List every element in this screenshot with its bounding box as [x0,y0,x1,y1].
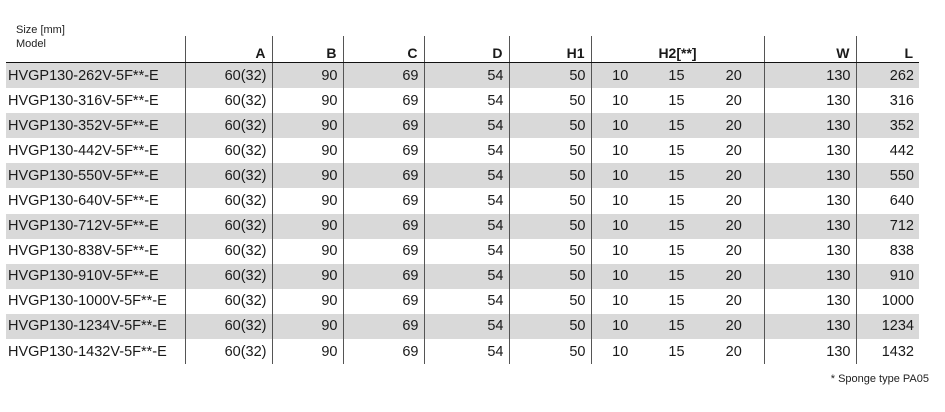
cell-h2-a: 10 [591,63,649,89]
cell-h2-a: 10 [591,289,649,314]
header-l: L [856,36,919,63]
table-row [6,314,919,339]
cell-h1: 50 [509,63,591,89]
cell-h2-b: 15 [649,264,704,289]
cell-c: 69 [343,113,424,138]
cell-a: 60(32) [185,63,272,89]
cell-w: 130 [764,314,856,339]
cell-model: HVGP130-316V-5F**-E [8,92,159,109]
cell-h2-b: 15 [649,113,704,138]
cell-d: 54 [424,314,509,339]
cell-l: 1000 [856,289,919,314]
cell-d: 54 [424,264,509,289]
cell-w: 130 [764,138,856,163]
header-d: D [424,36,509,63]
cell-l: 442 [856,138,919,163]
cell-h2-c: 20 [725,343,742,360]
cell-model: HVGP130-712V-5F**-E [6,214,185,239]
cell-h1: 50 [509,88,591,113]
cell-h2-a: 10 [591,339,649,364]
cell-c: 69 [343,314,424,339]
cell-w: 130 [764,88,856,113]
header-b: B [272,36,343,63]
cell-h2-b: 15 [668,343,685,360]
table-row [6,63,919,89]
header-h2: H2[**] [591,36,764,63]
cell-d: 54 [424,239,509,264]
cell-w: 130 [764,264,856,289]
table-header-row [6,36,919,63]
cell-b: 90 [272,289,343,314]
cell-c: 69 [343,88,424,113]
table-row [6,264,919,289]
cell-h1: 50 [509,138,591,163]
cell-h2-c: 20 [704,264,764,289]
cell-a: 60(32) [185,339,272,364]
cell-h1: 50 [509,163,591,188]
cell-l: 550 [856,163,919,188]
cell-a: 60(32) [185,239,272,264]
cell-c: 69 [343,264,424,289]
cell-h1: 50 [509,113,591,138]
table-row [6,214,919,239]
spec-table [6,36,919,364]
cell-b: 90 [272,63,343,89]
cell-d: 54 [424,113,509,138]
cell-h2-a: 10 [591,113,649,138]
cell-h2-a: 10 [591,214,649,239]
cell-h2-a: 10 [591,138,649,163]
cell-l: 838 [856,239,919,264]
cell-a: 60(32) [185,163,272,188]
cell-h1: 50 [509,264,591,289]
header-c: C [343,36,424,63]
cell-w: 130 [764,163,856,188]
cell-b: 90 [272,138,343,163]
cell-h2-b: 15 [649,163,704,188]
header-a: A [185,36,272,63]
cell-l: 910 [856,264,919,289]
table-row [6,339,919,364]
header-w: W [764,36,856,63]
cell-a: 60(32) [185,88,272,113]
cell-h2-c: 20 [704,163,764,188]
cell-h1: 50 [509,289,591,314]
cell-h2-c: 20 [725,293,742,310]
cell-c: 69 [343,289,424,314]
cell-h2-c: 20 [725,193,742,210]
cell-model: HVGP130-640V-5F**-E [8,193,159,210]
cell-h2-a: 10 [591,239,649,264]
cell-h2-b: 15 [668,92,685,109]
cell-model: HVGP130-550V-5F**-E [6,163,185,188]
cell-c: 69 [343,239,424,264]
cell-b: 90 [272,239,343,264]
cell-w: 130 [764,339,856,364]
cell-l: 352 [856,113,919,138]
cell-h1: 50 [509,214,591,239]
cell-model: HVGP130-442V-5F**-E [8,142,159,159]
cell-h2-c: 20 [704,214,764,239]
cell-w: 130 [764,289,856,314]
cell-h2-b: 15 [668,142,685,159]
cell-h2-b: 15 [668,293,685,310]
cell-model: HVGP130-1234V-5F**-E [6,314,185,339]
header-model-spacer [6,36,185,63]
model-column-label: Model [16,38,46,50]
cell-d: 54 [424,138,509,163]
cell-a: 60(32) [185,214,272,239]
cell-d: 54 [424,339,509,364]
cell-a: 60(32) [185,138,272,163]
cell-h2-c: 20 [704,113,764,138]
table-row [6,163,919,188]
cell-d: 54 [424,188,509,213]
cell-model: HVGP130-352V-5F**-E [6,113,185,138]
cell-h2-a: 10 [591,88,649,113]
cell-h1: 50 [509,188,591,213]
table-row [6,188,919,213]
cell-model: HVGP130-838V-5F**-E [8,243,159,260]
cell-c: 69 [343,214,424,239]
cell-h2-b: 15 [668,243,685,260]
cell-w: 130 [764,239,856,264]
cell-c: 69 [343,339,424,364]
cell-h2-a: 10 [591,314,649,339]
cell-l: 316 [856,88,919,113]
cell-h1: 50 [509,239,591,264]
cell-l: 712 [856,214,919,239]
cell-b: 90 [272,214,343,239]
cell-h2-c: 20 [704,314,764,339]
cell-h2-b: 15 [649,214,704,239]
header-h1: H1 [509,36,591,63]
cell-w: 130 [764,188,856,213]
cell-l: 1234 [856,314,919,339]
cell-b: 90 [272,339,343,364]
cell-a: 60(32) [185,314,272,339]
cell-w: 130 [764,214,856,239]
cell-h2-a: 10 [591,163,649,188]
cell-d: 54 [424,214,509,239]
cell-l: 640 [856,188,919,213]
cell-h2-c: 20 [725,92,742,109]
cell-model: HVGP130-910V-5F**-E [6,264,185,289]
cell-d: 54 [424,163,509,188]
cell-c: 69 [343,188,424,213]
cell-b: 90 [272,163,343,188]
size-unit-label: Size [mm] [16,24,65,36]
cell-h2-b: 15 [668,193,685,210]
cell-a: 60(32) [185,113,272,138]
cell-h2-c: 20 [704,63,764,89]
cell-a: 60(32) [185,264,272,289]
cell-c: 69 [343,138,424,163]
cell-h1: 50 [509,314,591,339]
cell-d: 54 [424,289,509,314]
cell-w: 130 [764,63,856,89]
table-row [6,138,919,163]
cell-model: HVGP130-1432V-5F**-E [8,343,167,360]
cell-a: 60(32) [185,289,272,314]
cell-model: HVGP130-262V-5F**-E [6,63,185,89]
cell-h2-c: 20 [725,243,742,260]
table-row [6,239,919,264]
table-body [6,63,919,365]
cell-b: 90 [272,314,343,339]
cell-a: 60(32) [185,188,272,213]
cell-b: 90 [272,88,343,113]
cell-h2-a: 10 [591,188,649,213]
table-row [6,113,919,138]
cell-c: 69 [343,163,424,188]
cell-b: 90 [272,264,343,289]
table-row [6,88,919,113]
cell-h2-b: 15 [649,63,704,89]
cell-l: 262 [856,63,919,89]
cell-c: 69 [343,63,424,89]
cell-model: HVGP130-1000V-5F**-E [8,293,167,310]
cell-h2-a: 10 [591,264,649,289]
cell-d: 54 [424,88,509,113]
cell-h2-b: 15 [649,314,704,339]
footnote: * Sponge type PA05 [830,373,929,385]
cell-b: 90 [272,113,343,138]
cell-l: 1432 [856,339,919,364]
cell-w: 130 [764,113,856,138]
cell-d: 54 [424,63,509,89]
cell-h2-c: 20 [725,142,742,159]
table-row [6,289,919,314]
cell-h1: 50 [509,339,591,364]
cell-b: 90 [272,188,343,213]
